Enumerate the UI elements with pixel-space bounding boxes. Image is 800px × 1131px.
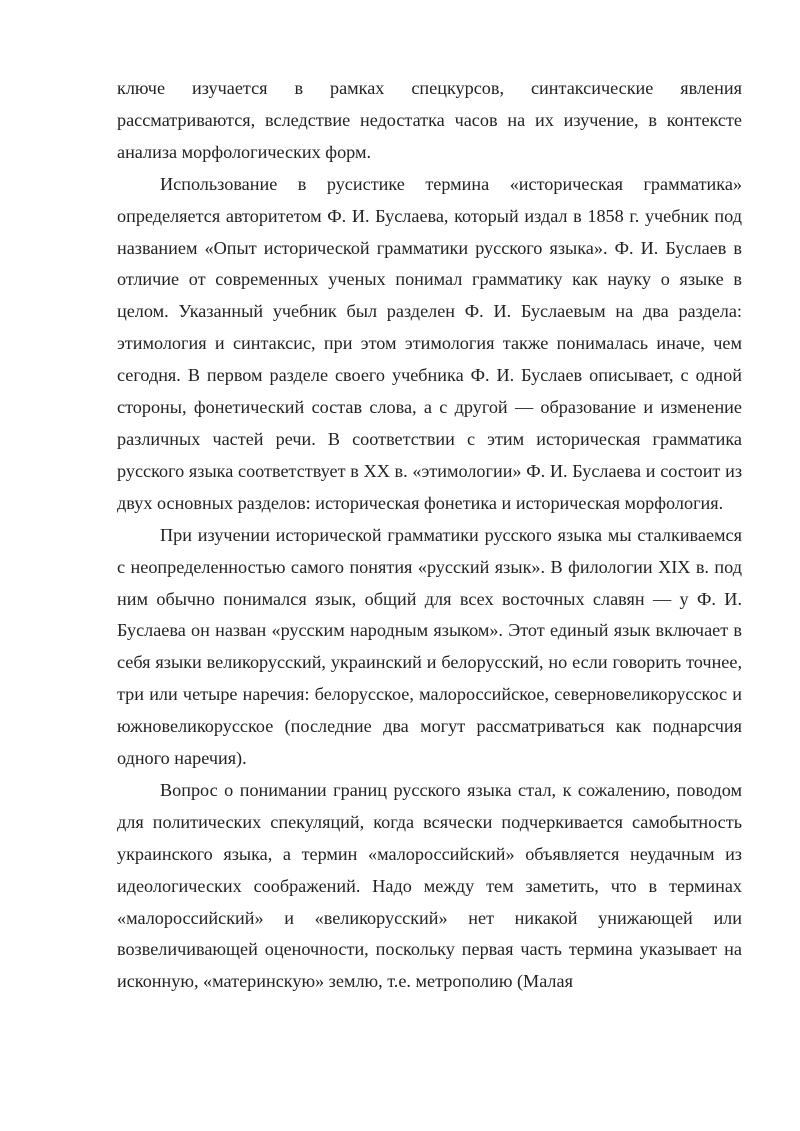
paragraph-4: Вопрос о понимании границ русского языка стал, к сожалению, поводом для политических спекуляций, когда всячески подчеркивается самобытность украинского языка, а термин «малороссийский» объявляется неудачным из идеологических соображений. Надо между тем заметить, что в терминах «малороссийский» и «великорусский» нет никакой унижающей или возвеличивающей оценочности, поскольку первая часть термина указывает на исконную, «материнскую» землю, т.е. метрополию (Малая [117,779,742,992]
body-text [117,73,742,998]
paragraph-2: Использование в русистике термина «историческая грамматика» определяется авторитетом Ф. И. Буслаева, который издал в 1858 г. учебник под названием «Опыт исторической грамматики русского языка». Ф. И. Буслаев в отличие от современных ученых понимал грамматику как науку о языке в целом. Указанный учебник был разделен Ф. И. Буслаевым на два раздела: этимология и синтаксис, при этом этимология также понималась иначе, чем сегодня. В первом разделе своего учебника Ф. И. Буслаев описывает, с одной стороны, фонетический состав слова, а с другой — образование и изменение различных частей речи. В соответствии с этим историческая грамматика русского языка соответствует в XX в. «этимологии» Ф. И. Буслаева и состоит из двух основных разделов: историческая фонетика и историческая морфология. [117,173,742,513]
paragraph-1: ключе изучается в рамках спецкурсов, синтаксические явления рассматриваются, вследствие недостатка часов на их изучение, в контексте анализа морфологических форм. [117,78,742,162]
paragraph-3: При изучении исторической грамматики русского языка мы сталкиваемся с неопределенностью самого понятия «русский язык». В филологии XIX в. под ним обычно понимался язык, общий для всех восточных славян — у Ф. И. Буслаева он назван «русским народным языком». Этот единый язык включает в себя языки великорусский, украинский и белорусский, но если говорить точнее, три или четыре наречия: белорусское, малороссийское, северновеликорусскос и южновеликорусское (последние два могут рассматриваться как поднарсчия одного наречия). [117,524,742,769]
